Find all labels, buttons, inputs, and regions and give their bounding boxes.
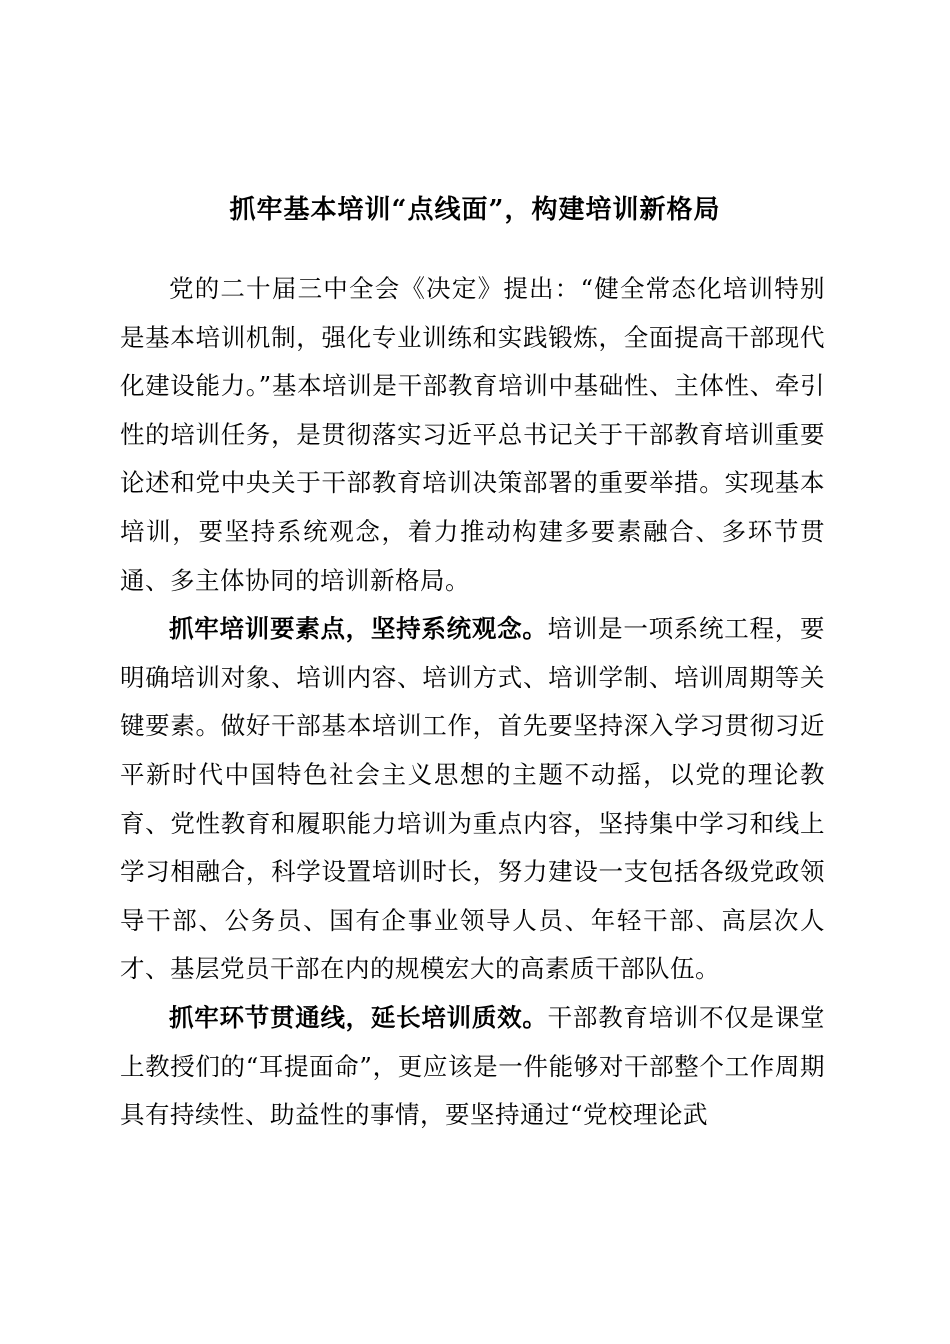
paragraph-elements-point xyxy=(120,605,825,994)
paragraph-text: 党的二十届三中全会《决定》提出：“健全常态化培训特别是基本培训机制，强化专业训练和实践锻炼，全面提高干部现代化建设能力。”基本培训是干部教育培训中基础性、主体性、牵引性的培训任务，是贯彻落实习近平总书记关于干部教育培训重要论述和党中央关于干部教育培训决策部署的重要举措。实现基本培训，要坚持系统观念，着力推动构建多要素融合、多环节贯通、多主体协同的培训新格局。 xyxy=(120,274,825,595)
document-body xyxy=(120,265,825,1140)
paragraph-lead: 抓牢环节贯通线，延长培训质效。 xyxy=(169,1002,548,1032)
paragraph-intro xyxy=(120,265,825,605)
paragraph-lead: 抓牢培训要素点，坚持系统观念。 xyxy=(169,614,548,644)
paragraph-text: 培训是一项系统工程，要明确培训对象、培训内容、培训方式、培训学制、培训周期等关键要素。做好干部基本培训工作，首先要坚持深入学习贯彻习近平新时代中国特色社会主义思想的主题不动摇，以党的理论教育、党性教育和履职能力培训为重点内容，坚持集中学习和线上学习相融合，科学设置培训时长，努力建设一支包括各级党政领导干部、公务员、国有企事业领导人员、年轻干部、高层次人才、基层党员干部在内的规模宏大的高素质干部队伍。 xyxy=(120,614,826,984)
paragraph-links-line xyxy=(120,994,825,1140)
paragraph-text: 干部教育培训不仅是课堂上教授们的“耳提面命”，更应该是一件能够对干部整个工作周期具有持续性、助益性的事情，要坚持通过“党校理论武 xyxy=(120,1002,826,1130)
document-title: 抓牢基本培训“点线面”，构建培训新格局 xyxy=(229,195,721,225)
